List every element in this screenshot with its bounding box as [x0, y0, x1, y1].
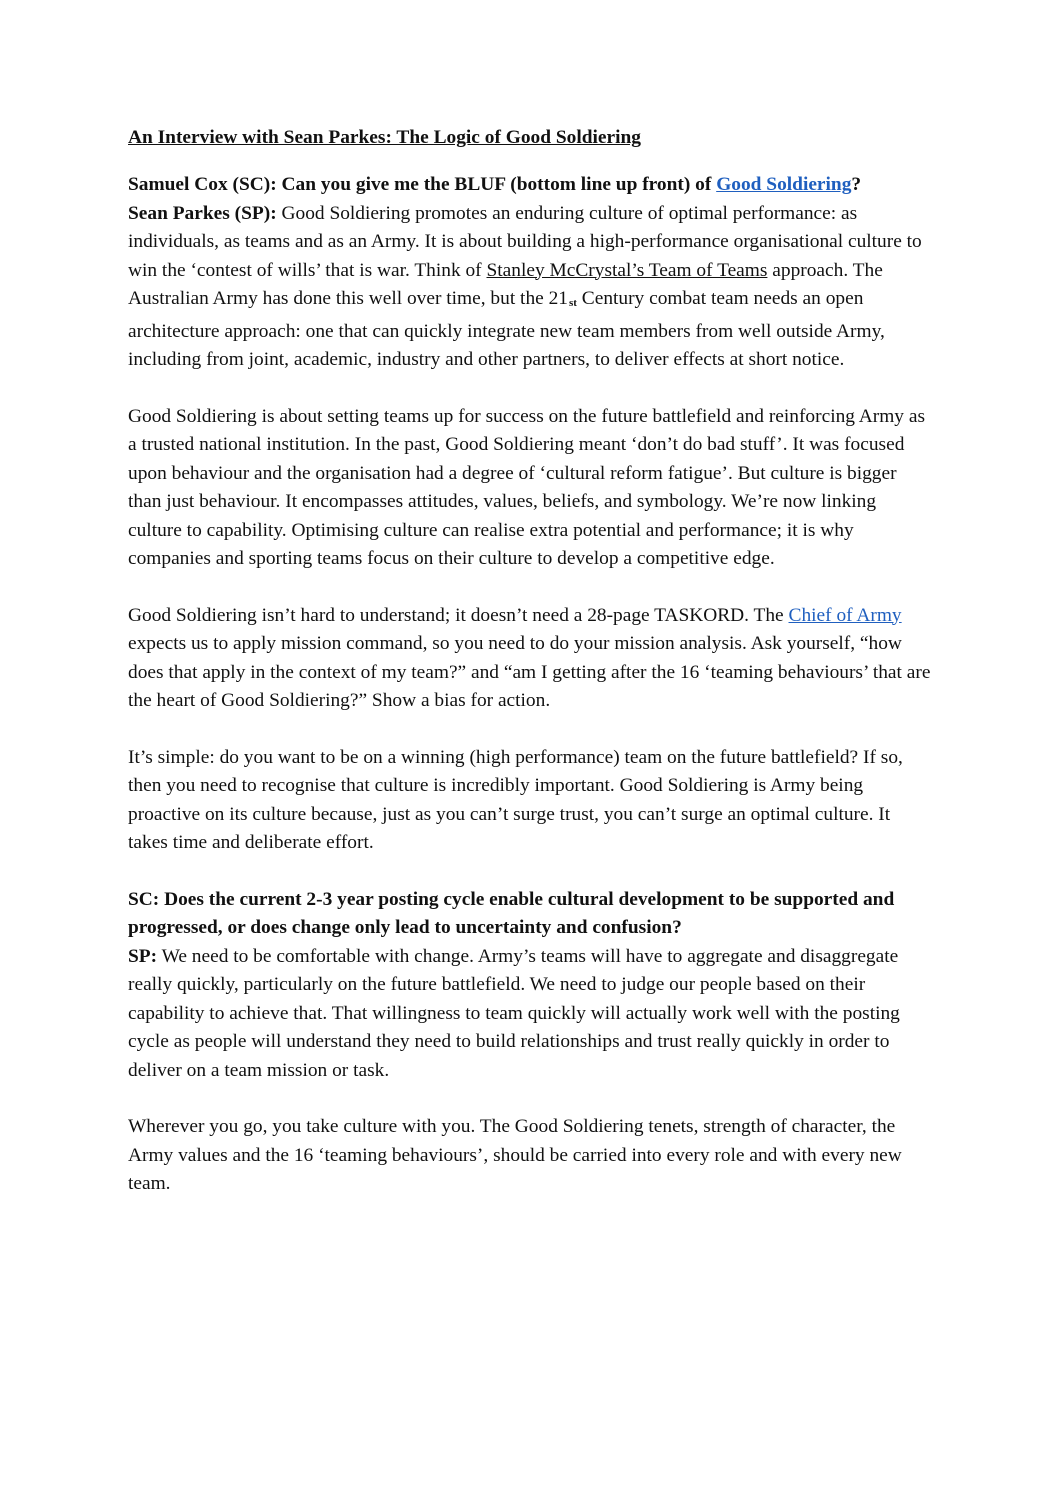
- chief-of-army-link[interactable]: Chief of Army: [788, 604, 902, 626]
- article-title: An Interview with Sean Parkes: The Logic of Good Soldiering: [128, 127, 641, 148]
- document-page: [128, 124, 934, 1227]
- question-1-and-answer: [128, 171, 934, 375]
- question-1-speaker: Samuel Cox (SC):: [128, 174, 282, 195]
- paragraph-4: It’s simple: do you want to be on a winning (high performance) team on the future battlefield? If so, then you need to recognise that culture is incredibly important. Good Soldiering is Army being proactive on its culture because, just as you can’t surge trust, you can’t surge an optimal culture. It takes time and deliberate effort.: [128, 746, 903, 853]
- ordinal-suffix: st: [568, 297, 577, 309]
- paragraph-3-text-part-2: expects us to apply mission command, so you need to do your mission analysis. Ask yourself, “how does that apply in the context of my team?” and “am I getting after the 16 ‘teaming behaviours’ that are the heart of Good Soldiering?” Show a bias for action.: [128, 633, 931, 711]
- question-2: SC: Does the current 2-3 year posting cycle enable cultural development to be supported and progressed, or does change only lead to uncertainty and confusion?: [128, 888, 895, 938]
- question-1-end: ?: [851, 174, 862, 195]
- team-of-teams-link[interactable]: Stanley McCrystal’s Team of Teams: [486, 259, 768, 281]
- answer-2-speaker: SP:: [128, 945, 158, 967]
- good-soldiering-link[interactable]: Good Soldiering: [716, 174, 852, 195]
- paragraph-3: [128, 602, 934, 716]
- paragraph-6: Wherever you go, you take culture with you. The Good Soldiering tenets, strength of character, the Army values and the 16 ‘teaming behaviours’, should be carried into every role and with every new team.: [128, 1116, 902, 1194]
- answer-1-text-part-3: Century combat team needs an open architecture approach: one that can quickly integrate new team members from well outside Army, including from joint, academic, industry and other partners, to deliver effects at short notice.: [128, 288, 885, 370]
- paragraph-2: Good Soldiering is about setting teams up for success on the future battlefield and reinforcing Army as a trusted national institution. In the past, Good Soldiering meant ‘don’t do bad stuff’. It was focused upon behaviour and the organisation had a degree of ‘cultural reform fatigue’. But culture is bigger than just behaviour. It encompasses attitudes, values, beliefs, and symbology. We’re now linking culture to capability. Optimising culture can realise extra potential and performance; it is why companies and sporting teams focus on their culture to develop a competitive edge.: [128, 405, 925, 569]
- answer-1-text-part-1: Good Soldiering promotes an enduring culture of optimal performance: as individuals, as teams and as an Army. It is about building a high-performance organisational culture to win the ‘contest of wills’ that is war. Think of: [128, 202, 922, 281]
- question-1: [128, 174, 861, 195]
- answer-2-text: We need to be comfortable with change. Army’s teams will have to aggregate and disaggregate really quickly, particularly on the future battlefield. We need to judge our people based on their capability to achieve that. That willingness to team quickly will actually work well with the posting cycle as people will understand they need to build relationships and trust really quickly in order to deliver on a team mission or task.: [128, 945, 900, 1081]
- question-1-text: Can you give me the BLUF (bottom line up front) of: [281, 174, 717, 195]
- answer-1-speaker: Sean Parkes (SP):: [128, 202, 277, 224]
- paragraph-3-text-part-1: Good Soldiering isn’t hard to understand; it doesn’t need a 28-page TASKORD. The: [128, 604, 789, 626]
- answer-1-text-part-2: approach. The Australian Army has done this well over time, but the 21: [128, 259, 883, 309]
- question-2-and-answer: [128, 886, 934, 1086]
